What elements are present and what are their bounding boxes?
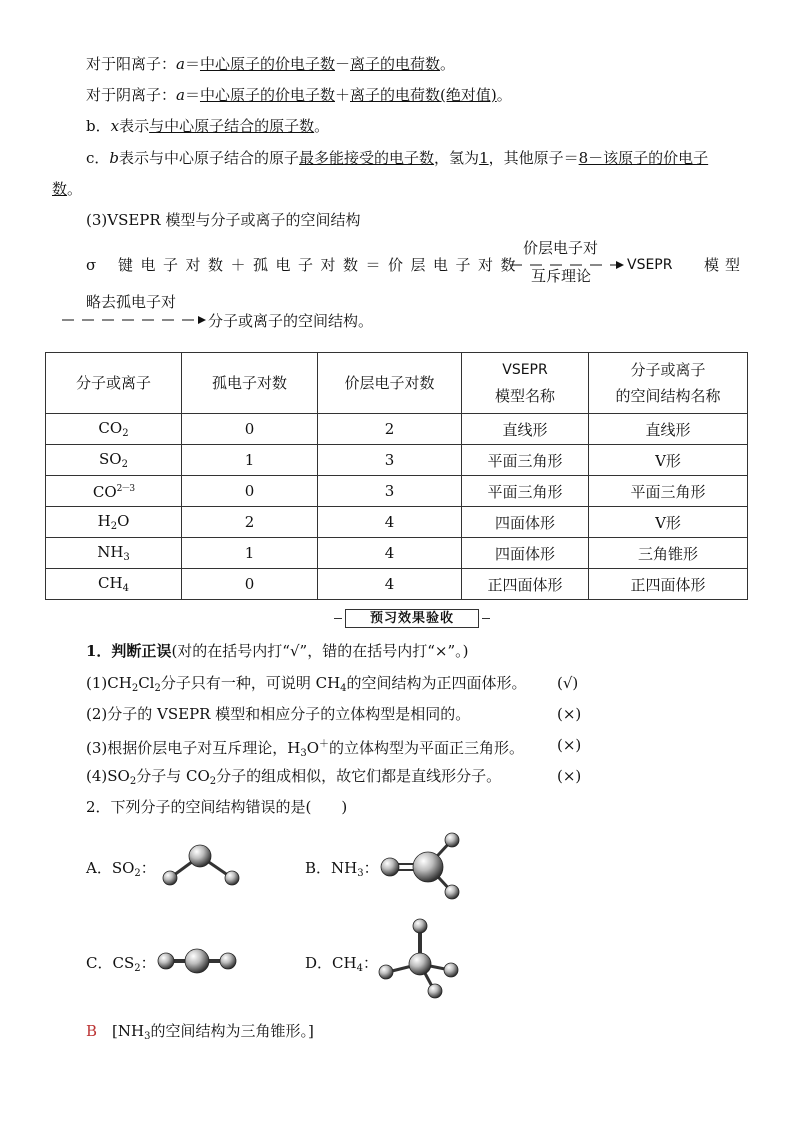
shape-cell: 三角锥形 [589,538,748,569]
arrow1-label-bottom: 互斥理论 [531,267,592,285]
table-row [46,414,748,445]
subscript: 2 [129,776,137,787]
subscript: 2 [154,683,161,694]
q1-answer-1: (√) [557,674,579,692]
text: (4)SO [86,767,130,785]
formula: SO [99,450,122,468]
subscript: 3 [300,748,307,759]
option-d [305,953,378,979]
q1-item-2: (2)分子的 VSEPR 模型和相应分子的立体构型是相同的。 [86,705,471,723]
species-cell [46,445,182,476]
option-label: C．CS [86,954,135,972]
option-label: D．CH [305,954,357,972]
colon: ： [362,954,378,972]
arrow2 [60,313,210,327]
formula: CH [98,574,123,592]
subscript: 2 [121,459,128,470]
colon: ： [140,859,156,877]
q1-answer-2: (×) [557,705,582,723]
species-cell [46,569,182,600]
superscript: 2－3 [116,484,135,494]
text: 分子只有一种，可说明 CH [160,674,341,692]
species-cell [46,476,182,507]
anion-prefix: 对于阴离子： [86,86,177,104]
lone-cell: 1 [182,445,318,476]
text: 的空间结构为正四面体形。 [346,674,527,692]
q1-answer-4: (×) [557,767,582,785]
table-row [46,507,748,538]
formula: CO [92,483,117,501]
period: 。 [440,55,456,73]
vsepr-table [45,352,748,600]
subscript: 2 [134,963,141,974]
text: O [306,739,320,757]
q2-answer-letter: B [86,1022,98,1040]
q1-item-4 [86,766,501,792]
formula-tail: O [117,512,130,530]
col-valence-pairs: 价层电子对数 [318,353,462,414]
var-b: b [109,149,120,167]
arrow1-label-top: 价层电子对 [523,239,599,257]
equals: ＝ [184,86,200,104]
subscript: 2 [131,683,139,694]
subscript: 2 [134,868,141,879]
vsepr-header-l2: 模型名称 [494,387,555,405]
b-line [86,116,329,136]
valence-cell: 4 [318,538,462,569]
subscript: 3 [357,868,364,879]
subscript: 2 [209,776,217,787]
c-prefix: c． [86,149,110,167]
species-cell [46,414,182,445]
flow-sigma: σ [86,256,97,274]
table-row [46,476,748,507]
c-mid2: ，氢为 [434,149,480,167]
vsepr-header-l1: VSEPR [502,362,548,378]
arrow2-label-top: 略去孤电子对 [86,293,177,311]
vsepr-cell: 平面三角形 [462,476,589,507]
shape-cell: V形 [589,507,748,538]
text: 分子与 CO [136,767,210,785]
var-a: a [176,86,185,104]
subscript: 4 [122,583,129,594]
valence-cell: 4 [318,507,462,538]
table-header-row [46,353,748,414]
formula: CO [98,419,123,437]
col-lone-pairs: 孤电子对数 [182,353,318,414]
subscript: 2 [122,428,129,439]
lone-cell: 1 [182,538,318,569]
flow-model2: 模型 [704,256,747,274]
equals: ＝ [184,55,200,73]
table-row [46,445,748,476]
c-term1: 最多能接受的电子数 [299,149,435,167]
option-c [86,953,156,979]
colon: ： [363,859,379,877]
vsepr-cell: 四面体形 [462,538,589,569]
shape-cell: V形 [589,445,748,476]
c-mid3: ，其他原子＝ [488,149,579,167]
vsepr-cell: 四面体形 [462,507,589,538]
cation-line [86,54,455,74]
text: [NH [112,1022,145,1040]
flow-model: VSEPR [627,257,673,273]
c-line-cont [52,179,82,199]
c-line [86,148,708,168]
c-term2: 1 [479,149,489,167]
valence-cell: 2 [318,414,462,445]
period: 。 [67,180,83,198]
b-mid: 表示 [119,117,150,135]
text: (1)CH [86,674,132,692]
q2-title: 2．下列分子的空间结构错误的是( ) [86,798,348,816]
lone-cell: 2 [182,507,318,538]
option-label: B．NH [305,859,358,877]
flow-result: 分子或离子的空间结构。 [208,312,374,330]
vsepr-cell: 直线形 [462,414,589,445]
nh3-molecule-icon [374,826,466,906]
var-a: a [176,55,185,73]
c-mid1: 表示与中心原子结合的原子 [119,149,300,167]
cation-prefix: 对于阳离子： [86,55,177,73]
q1-title [86,641,468,661]
valence-cell: 3 [318,476,462,507]
cation-term2: 离子的电荷数 [350,55,441,73]
ch4-molecule-icon [374,914,466,1000]
subscript: 3 [144,1031,151,1042]
anion-term1: 中心原子的价电子数 [199,86,335,104]
species-cell [46,507,182,538]
vsepr-cell: 平面三角形 [462,445,589,476]
vsepr-cell: 正四面体形 [462,569,589,600]
q2-explanation [112,1021,314,1047]
b-term: 与中心原子结合的原子数 [149,117,315,135]
lone-cell: 0 [182,569,318,600]
superscript: ＋ [319,739,330,750]
q1-answer-3: (×) [557,736,582,754]
anion-line [86,85,512,105]
text: Cl [138,674,155,692]
option-label: A．SO [86,859,135,877]
shape-header-l1: 分子或离子 [630,361,706,379]
text: (3)根据价层电子对互斥理论，H [86,739,301,757]
period: 。 [314,117,330,135]
table-row [46,569,748,600]
lone-cell: 0 [182,414,318,445]
shape-header-l2: 的空间结构名称 [615,387,721,405]
table-row [46,538,748,569]
arrow1 [508,258,628,272]
valence-cell: 3 [318,445,462,476]
cs2-molecule-icon [154,946,240,976]
section-banner: 预习效果验收 [345,609,479,628]
q1-item-1 [86,673,527,699]
c-term4: 数 [52,180,68,198]
col-species: 分子或离子 [46,353,182,414]
formula: H [97,512,111,530]
so2-molecule-icon [158,840,244,890]
subscript: 3 [123,552,130,563]
anion-term2: 离子的电荷数(绝对值) [350,86,497,104]
formula: NH [97,543,124,561]
species-cell [46,538,182,569]
col-shape [589,353,748,414]
q1-title-bold: 1．判断正误 [86,642,172,660]
shape-cell: 平面三角形 [589,476,748,507]
text: 分子的组成相似，故它们都是直线形分子。 [216,767,502,785]
var-x: x [110,117,120,135]
q1-item-3 [86,735,524,764]
minus: － [335,55,351,73]
section3-title: (3)VSEPR 模型与分子或离子的空间结构 [86,211,361,229]
shape-cell: 正四面体形 [589,569,748,600]
option-a [86,858,156,884]
q1-title-rest: (对的在括号内打“√”，错的在括号内打“×”。) [171,642,469,660]
subscript: 2 [110,521,118,532]
plus: ＋ [335,86,351,104]
period: 。 [496,86,512,104]
shape-cell: 直线形 [589,414,748,445]
option-b [305,858,379,884]
subscript: 4 [340,683,347,694]
b-prefix: b． [86,117,111,135]
c-term3: 8－该原子的价电子 [578,149,709,167]
cation-term1: 中心原子的价电子数 [199,55,335,73]
lone-cell: 0 [182,476,318,507]
text: 的立体构型为平面正三角形。 [329,739,525,757]
flow-text: 键电子对数＋孤电子对数＝价层电子对数 [118,256,524,274]
subscript: 4 [356,963,363,974]
text: 的空间结构为三角锥形。] [150,1022,314,1040]
col-vsepr-model [462,353,589,414]
colon: ： [140,954,156,972]
valence-cell: 4 [318,569,462,600]
